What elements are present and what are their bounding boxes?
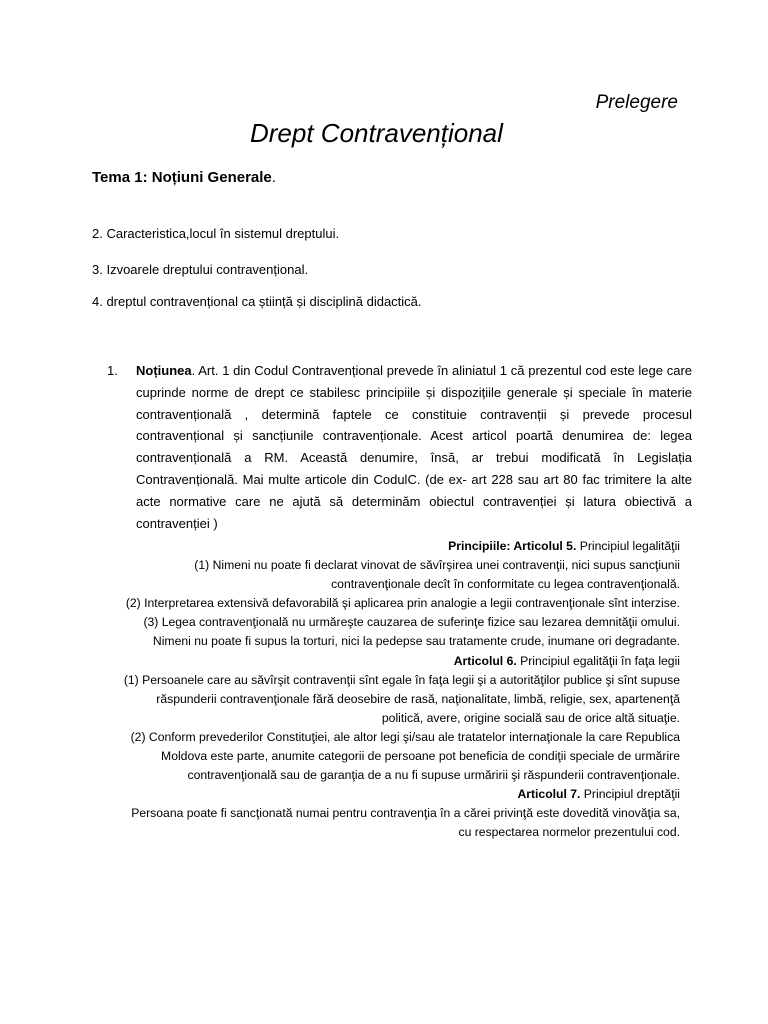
section-body xyxy=(136,360,692,534)
section-term: Noțiunea xyxy=(136,363,192,378)
document-title: Drept Contravențional xyxy=(250,118,503,148)
art7-heading xyxy=(120,785,680,804)
principles-heading-rest: Principiul legalităţii xyxy=(576,539,680,553)
art5-paragraph-1: (1) Nimeni nu poate fi declarat vinovat de săvîrşirea unei contravenţii, nici supus sancţiunii contravenţionale decît în conformitate cu legea contravenţională. xyxy=(194,558,680,592)
principles-block xyxy=(120,537,680,843)
art6-paragraph-1: (1) Persoanele care au săvîrşit contravenţii sînt egale în faţa legii şi a autorităţilor publice şi sînt supuse răspunderii contravenţionale fără deosebire de rasă, naţionalitate, limbă, religie, sex, apartenenţă politică, avere, origine socială sau de orice altă situaţie. xyxy=(123,672,680,725)
topic-heading-text: Tema 1: Noțiuni Generale xyxy=(92,169,272,186)
art6-heading-bold: Articolul 6. xyxy=(453,653,517,668)
principles-heading-bold: Principiile: Articolul 5. xyxy=(448,539,577,553)
section-notion xyxy=(107,360,692,534)
principles-heading xyxy=(120,537,680,556)
topic-item-2: 2. Caracteristica,locul în sistemul dreptului. xyxy=(92,226,340,241)
art6-paragraph-2: (2) Conform prevederilor Constituţiei, ale altor legi şi/sau ale tratatelor internaţionale la care Republica Moldova este parte, anumite categorii de persoane pot beneficia de condiţii speciale de urmărire contravenţională sau de garanţia de a nu fi supuse urmăririi şi răspunderii contravenţionale. xyxy=(130,729,680,783)
art7-heading-rest: Principiul dreptăţii xyxy=(580,787,680,802)
lecture-label: Prelegere xyxy=(595,92,678,113)
art7-paragraph-1: Persoana poate fi sancţionată numai pentru contravenţia în a cărei privinţă este dovedită vinovăţia sa, cu respectarea normelor prezentului cod. xyxy=(131,806,680,840)
art5-paragraph-3: (3) Legea contravenţională nu urmăreşte cauzarea de suferinţe fizice sau lezarea demnităţii omului. Nimeni nu poate fi supus la torturi, nici la pedepse sau tratamente crude, inumane ori degradante. xyxy=(143,615,680,649)
art6-heading xyxy=(120,652,680,671)
topic-heading xyxy=(92,169,276,186)
section-number: 1. xyxy=(107,363,118,378)
topic-heading-period: . xyxy=(271,169,276,186)
section-text: . Art. 1 din Codul Contravențional prevede în aliniatul 1 că prezentul cod este lege care cuprinde norme de drept ce stabilesc principiile și dispozițiile generale și speciale în materie contravențională , determină faptele ce constituie contravenții și prevede procesul contravențional și sancțiunile contravenționale. Acest articol poartă denumirea de: legea contravențională a RM. Această denumire, însă, ar trebui modificată în Legislația Contravențională. Mai multe articole din CodulC. (de ex- art 228 sau art 80 fac trimitere la alte acte normative care ne ajută să determinăm obiectul contravenției și latura obiectivă a contravenției ) xyxy=(136,363,692,531)
topic-item-3: 3. Izvoarele dreptului contravențional. xyxy=(92,262,309,277)
art7-heading-bold: Articolul 7. xyxy=(517,787,581,802)
topic-item-4: 4. dreptul contravențional ca știință și disciplină didactică. xyxy=(92,294,422,309)
art6-heading-rest: Principiul egalităţii în faţa legii xyxy=(516,653,680,668)
art5-paragraph-2: (2) Interpretarea extensivă defavorabilă şi aplicarea prin analogie a legii contravenţionale sînt interzise. xyxy=(125,596,680,611)
